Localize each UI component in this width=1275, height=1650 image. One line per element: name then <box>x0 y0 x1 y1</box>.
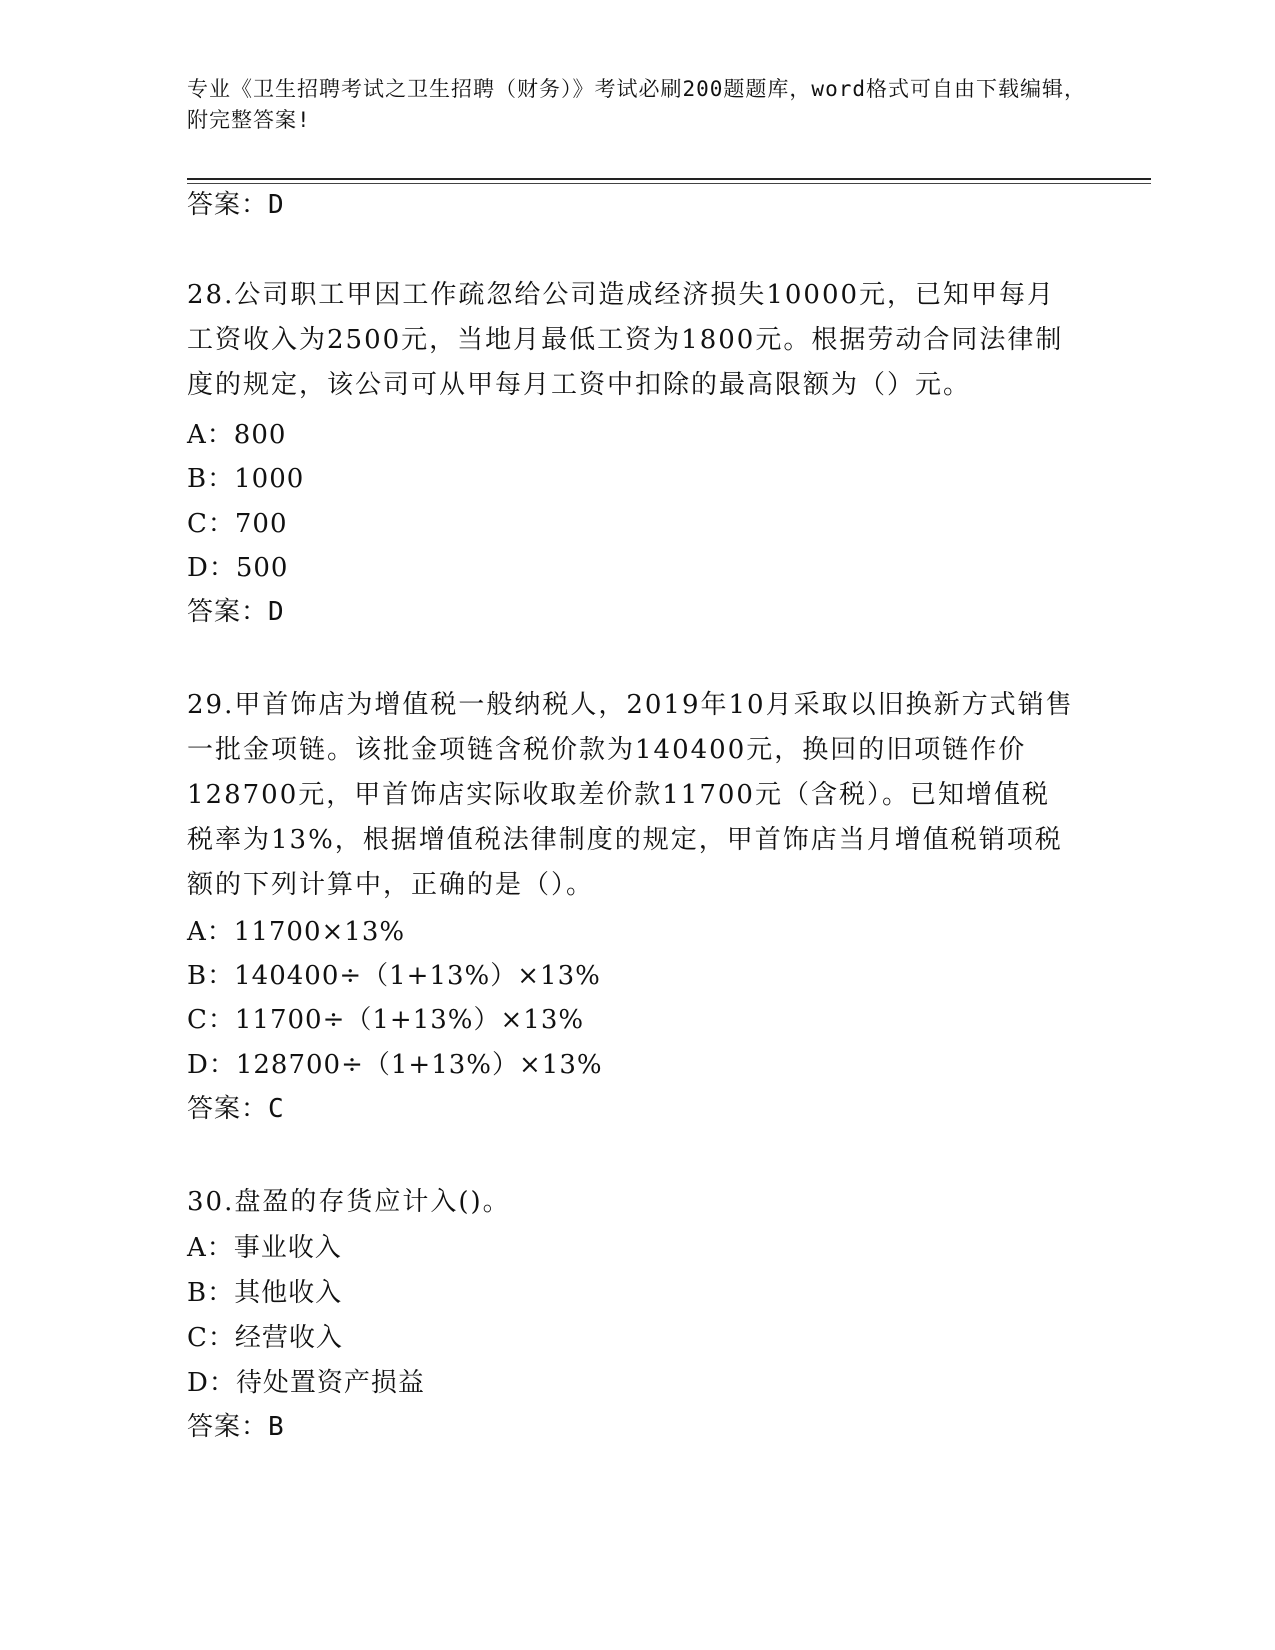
question-29-option-d: D：128700÷（1+13%）×13% <box>187 1050 603 1080</box>
question-30-option-a: A：事业收入 <box>187 1233 342 1263</box>
question-28-option-c: C：700 <box>187 509 288 539</box>
question-28-option-b: B：1000 <box>187 464 305 494</box>
header-divider <box>187 178 1151 180</box>
question-28-option-d: D：500 <box>187 553 289 583</box>
question-28-option-a: A：800 <box>187 420 287 450</box>
question-29-text: 29.甲首饰店为增值税一般纳税人，2019年10月采取以旧换新方式销售一批金项链。该批金项链含税价款为140400元，换回的旧项链作价128700元，甲首饰店实际收取差价款11700元（含税）。已知增值税税率为13%，根据增值税法律制度的规定，甲首饰店当月增值税销项税额的下列计算中，正确的是（）。 <box>187 690 1074 900</box>
question-30-option-c: C：经营收入 <box>187 1323 343 1353</box>
question-29-option-b: B：140400÷（1+13%）×13% <box>187 961 601 991</box>
question-29-option-c: C：11700÷（1+13%）×13% <box>187 1005 585 1035</box>
question-28-text: 28.公司职工甲因工作疏忽给公司造成经济损失10000元，已知甲每月工资收入为2500元，当地月最低工资为1800元。根据劳动合同法律制度的规定，该公司可从甲每月工资中扣除的最高限额为（）元。 <box>187 280 1064 400</box>
header-divider-thin <box>187 183 1151 184</box>
question-30-text: 30.盘盈的存货应计入()。 <box>187 1187 511 1217</box>
question-28-answer: 答案：D <box>187 597 285 627</box>
document-header: 专业《卫生招聘考试之卫生招聘（财务）》考试必刷200题题库，word格式可自由下载编辑，附完整答案! <box>187 77 1086 132</box>
question-30-option-b: B：其他收入 <box>187 1278 343 1308</box>
question-29-answer: 答案：C <box>187 1094 285 1124</box>
previous-answer: 答案：D <box>187 190 285 220</box>
question-30-option-d: D：待处置资产损益 <box>187 1368 425 1398</box>
question-30-answer: 答案：B <box>187 1412 285 1442</box>
question-29-option-a: A：11700×13% <box>187 917 406 947</box>
